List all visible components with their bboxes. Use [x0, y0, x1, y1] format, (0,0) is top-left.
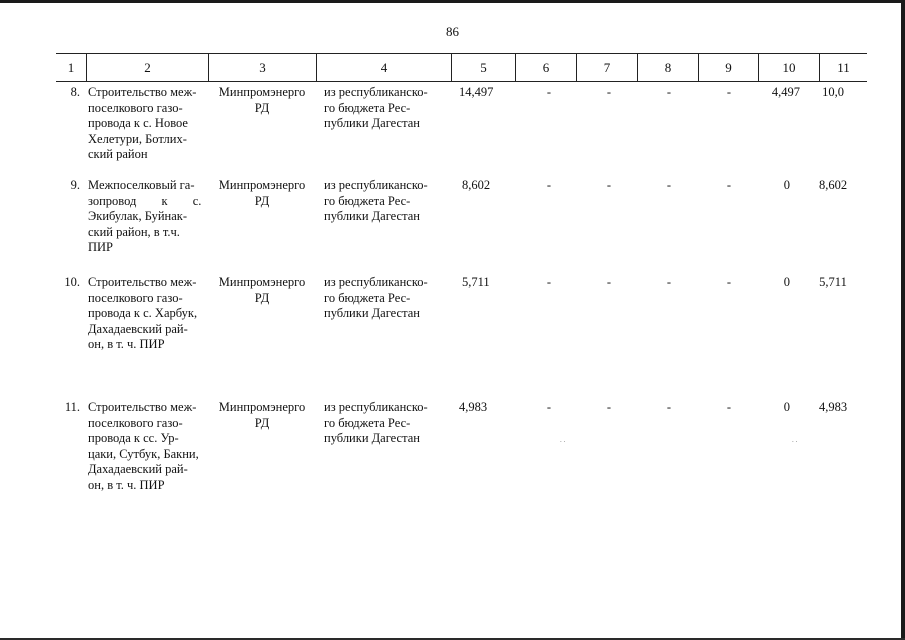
header-col-5: 5 [451, 54, 515, 81]
amount-col-8: - [666, 400, 672, 414]
funding-source: из республиканско- го бюджета Рес- публики Дагестан [324, 400, 428, 445]
header-col-4: 4 [316, 54, 451, 81]
header-col-3: 3 [208, 54, 316, 81]
responsible-org: Минпромэнерго РД [218, 85, 306, 115]
project-name: Строительство меж- поселкового газо- провода к сс. Ур- цаки, Сутбук, Бакни, Дахадаевский рай- он, в т. ч. ПИР [88, 400, 199, 492]
funding-source: из республиканско- го бюджета Рес- публики Дагестан [324, 85, 428, 130]
amount-col-9: - [726, 178, 732, 192]
amount-col-9: - [726, 275, 732, 289]
row-number: 10. [64, 275, 80, 289]
header-col-1: 1 [67, 60, 75, 75]
funding-source: из республиканско- го бюджета Рес- публики Дагестан [324, 178, 428, 223]
responsible-org: Минпромэнерго РД [218, 400, 306, 430]
header-col-10: 10 [758, 54, 819, 81]
scan-edge-right [901, 0, 905, 640]
project-name: Межпоселковый га- зопровод к с. Экибулак, Буйнак- ский район, в т.ч. ПИР [88, 178, 202, 254]
amount-col-9: - [726, 85, 732, 99]
scan-speck: . . [560, 436, 566, 444]
amount-col-11: 4,983 [818, 400, 848, 414]
amount-col-6: - [546, 178, 552, 192]
responsible-org: Минпромэнерго РД [218, 275, 306, 305]
amount-col-10: 0 [783, 178, 790, 192]
header-col-11: 11 [819, 54, 867, 81]
amount-col-6: - [546, 400, 552, 414]
amount-col-8: - [666, 275, 672, 289]
amount-col-11: 8,602 [818, 178, 848, 192]
total-amount: 5,711 [462, 275, 490, 289]
scan-edge-top [0, 0, 905, 3]
responsible-org: Минпромэнерго РД [218, 178, 306, 208]
header-col-6: 6 [515, 54, 576, 81]
amount-col-6: - [546, 85, 552, 99]
table-header-row [56, 53, 867, 82]
amount-col-11: 5,711 [819, 275, 847, 289]
amount-col-7: - [606, 178, 612, 192]
total-amount: 14,497 [459, 85, 494, 99]
amount-col-7: - [606, 275, 612, 289]
amount-col-9: - [726, 400, 732, 414]
amount-col-7: - [606, 400, 612, 414]
amount-col-11: 10,0 [822, 85, 844, 99]
amount-col-7: - [606, 85, 612, 99]
row-number: 8. [70, 85, 80, 99]
row-number: 11. [64, 400, 80, 414]
scan-speck: . . [792, 436, 798, 444]
page-number: 86 [446, 24, 459, 39]
amount-col-6: - [546, 275, 552, 289]
total-amount: 8,602 [462, 178, 491, 192]
header-col-2: 2 [86, 54, 208, 81]
project-name: Строительство меж- поселкового газо- провода к с. Новое Хелетури, Ботлих- ский район [88, 85, 197, 161]
amount-col-10: 0 [783, 400, 790, 414]
total-amount: 4,983 [459, 400, 488, 414]
funding-source: из республиканско- го бюджета Рес- публики Дагестан [324, 275, 428, 320]
amount-col-8: - [666, 178, 672, 192]
amount-col-8: - [666, 85, 672, 99]
row-number: 9. [70, 178, 80, 192]
header-col-9: 9 [698, 54, 758, 81]
header-col-8: 8 [637, 54, 698, 81]
project-name: Строительство меж- поселкового газо- провода к с. Харбук, Дахадаевский рай- он, в т. ч. ПИР [88, 275, 198, 351]
amount-col-10: 4,497 [771, 85, 800, 99]
header-col-7: 7 [576, 54, 637, 81]
amount-col-10: 0 [783, 275, 790, 289]
